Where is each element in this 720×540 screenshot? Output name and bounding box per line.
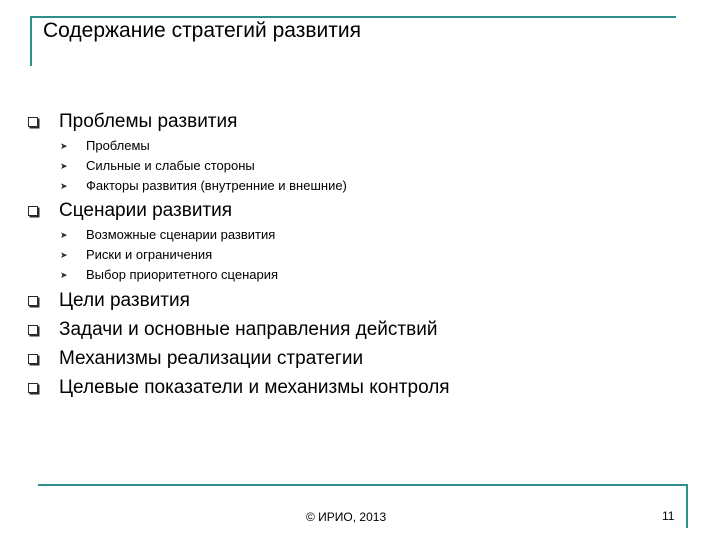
- square-bullet-icon: [28, 296, 38, 306]
- arrow-bullet-icon: ➤: [60, 269, 68, 280]
- list-item-level2: [60, 177, 347, 195]
- list-item-level1: [28, 347, 363, 371]
- list-item-label: Цели развития: [59, 290, 190, 311]
- list-item-level2: [60, 226, 275, 244]
- list-item-level1: [28, 289, 190, 313]
- list-item-level1: [28, 110, 237, 134]
- square-bullet-icon: [28, 325, 38, 335]
- square-bullet-icon: [28, 117, 38, 127]
- square-bullet-icon: [28, 354, 38, 364]
- arrow-bullet-icon: ➤: [60, 249, 68, 260]
- list-item-level1: [28, 376, 450, 400]
- frame-bottom-line: [38, 484, 688, 486]
- list-item-label: Сценарии развития: [59, 200, 233, 221]
- square-bullet-icon: [28, 206, 38, 216]
- page-number: 11: [662, 509, 675, 523]
- footer-copyright: © ИРИО, 2013: [306, 510, 387, 524]
- slide-title: Содержание стратегий развития: [43, 19, 361, 42]
- list-item-level1: [28, 318, 437, 342]
- list-item-level2: [60, 266, 278, 284]
- list-item-label: Целевые показатели и механизмы контроля: [59, 377, 450, 398]
- list-item-level2: [60, 246, 212, 264]
- arrow-bullet-icon: ➤: [60, 229, 68, 240]
- arrow-bullet-icon: ➤: [60, 180, 68, 191]
- list-item-label: Риски и ограничения: [86, 247, 213, 262]
- list-item-label: Сильные и слабые стороны: [86, 158, 255, 173]
- arrow-bullet-icon: ➤: [60, 160, 68, 171]
- frame-right-line: [686, 484, 688, 528]
- list-item-label: Механизмы реализации стратегии: [59, 348, 364, 369]
- list-item-level2: [60, 157, 255, 175]
- list-item-label: Проблемы: [86, 138, 150, 153]
- square-bullet-icon: [28, 383, 38, 393]
- list-item-label: Выбор приоритетного сценария: [86, 267, 279, 282]
- list-item-level1: [28, 199, 232, 223]
- list-item-label: Задачи и основные направления действий: [59, 319, 438, 340]
- list-item-label: Факторы развития (внутренние и внешние): [86, 178, 347, 193]
- arrow-bullet-icon: ➤: [60, 140, 68, 151]
- list-item-label: Возможные сценарии развития: [86, 227, 276, 242]
- list-item-level2: [60, 137, 150, 155]
- list-item-label: Проблемы развития: [59, 111, 238, 132]
